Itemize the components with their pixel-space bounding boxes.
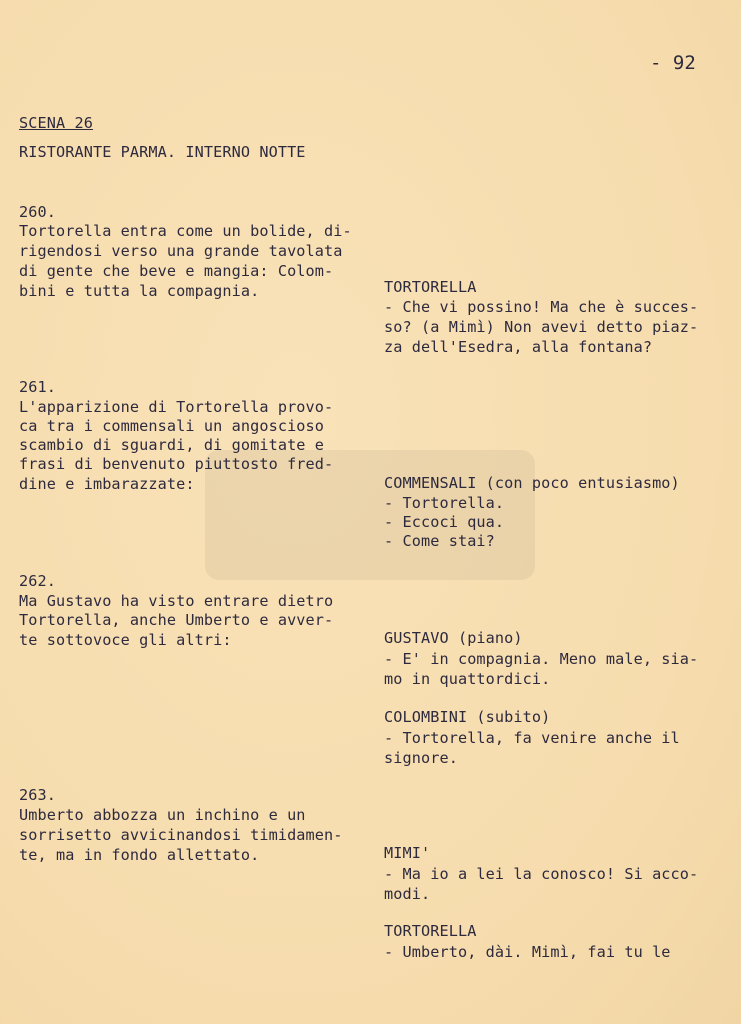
action-line: scambio di sguardi, di gomitate e [19,436,325,454]
shot-number: 261. [19,378,56,396]
dialogue-line: mo in quattordici. [384,670,551,688]
speaker-name: GUSTAVO (piano) [384,629,523,647]
shot-number: 260. [19,203,56,221]
dialogue-line: - Che vi possino! Ma che è succes- [384,298,699,316]
speaker-name: MIMI' [384,844,431,862]
action-line: te, ma in fondo allettato. [19,846,260,864]
dialogue-line: so? (a Mimì) Non avevi detto piaz- [384,318,699,336]
action-line: Tortorella entra come un bolide, di- [19,222,352,240]
dialogue-line: - Ma io a lei la conosco! Si acco- [384,865,699,883]
dialogue-line: za dell'Esedra, alla fontana? [384,338,653,356]
action-line: sorrisetto avvicinandosi timidamen- [19,826,343,844]
dialogue-line: signore. [384,749,458,767]
action-line: Tortorella, anche Umberto e avver- [19,611,334,629]
dialogue-line: - Tortorella, fa venire anche il [384,729,680,747]
action-line: L'apparizione di Tortorella provo- [19,398,334,416]
page-number: - 92 [650,52,696,74]
action-line: frasi di benvenuto piuttosto fred- [19,455,334,473]
dialogue-line: - Tortorella. [384,494,505,512]
action-line: Umberto abbozza un inchino e un [19,806,306,824]
speaker-name: TORTORELLA [384,922,477,940]
dialogue-line: - Come stai? [384,532,495,550]
speaker-name: COLOMBINI (subito) [384,708,551,726]
action-line: Ma Gustavo ha visto entrare dietro [19,592,334,610]
dialogue-line: modi. [384,885,431,903]
scene-setting: RISTORANTE PARMA. INTERNO NOTTE [19,143,306,161]
action-line: dine e imbarazzate: [19,475,195,493]
dialogue-line: - E' in compagnia. Meno male, sia- [384,650,699,668]
speaker-name: TORTORELLA [384,278,477,296]
action-line: bini e tutta la compagnia. [19,282,260,300]
action-line: ca tra i commensali un angoscioso [19,417,325,435]
dialogue-line: - Eccoci qua. [384,513,505,531]
shot-number: 262. [19,572,56,590]
speaker-name: COMMENSALI (con poco entusiasmo) [384,474,680,492]
action-line: te sottovoce gli altri: [19,631,232,649]
scene-heading: SCENA 26 [19,114,93,132]
shot-number: 263. [19,786,56,804]
dialogue-line: - Umberto, dài. Mimì, fai tu le [384,943,671,961]
action-line: di gente che beve e mangia: Colom- [19,262,334,280]
action-line: rigendosi verso una grande tavolata [19,242,343,260]
